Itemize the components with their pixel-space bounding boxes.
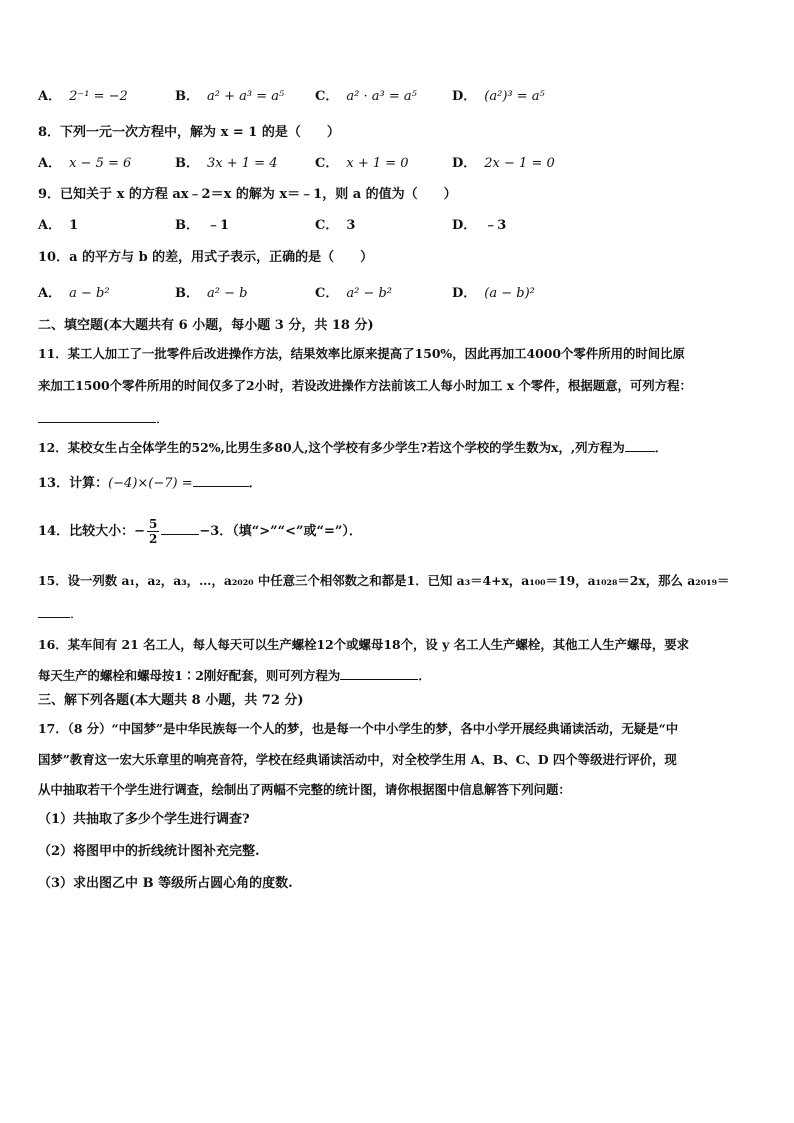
q15-answer-blank[interactable] bbox=[38, 604, 70, 618]
q16-line-1: 16．某车间有 21 名工人，每人每天可以生产螺栓12个或螺母18个，设 y 名工人生产螺栓，其他工人生产螺母，要求 bbox=[38, 637, 690, 652]
q7-option-d[interactable]: D． (a²)³ = a⁵ bbox=[452, 89, 545, 104]
q16-line-2: 每天生产的螺栓和螺母按1∶2刚好配套，则可列方程为 ． bbox=[38, 668, 431, 683]
q8-option-d[interactable]: D． 2x − 1 = 0 bbox=[452, 156, 555, 171]
q9-stem: 9．已知关于 x 的方程 ax﹣2＝x 的解为 x＝﹣1，则 a 的值为（ ） bbox=[38, 187, 457, 202]
q14-fraction: $\frac{5}{2}$ bbox=[148, 517, 158, 546]
q8-option-c[interactable]: C． x + 1 = 0 bbox=[315, 156, 409, 171]
q7-option-c[interactable]: C． a² · a³ = a⁵ bbox=[315, 89, 417, 104]
q8-option-b[interactable]: B． 3x + 1 = 4 bbox=[175, 156, 278, 171]
section-2-title: 二、填空题(本大题共有 6 小题，每小题 3 分，共 18 分) bbox=[38, 318, 374, 333]
q10-option-d[interactable]: D． (a − b)² bbox=[452, 286, 535, 301]
section-3-title: 三、解下列各题(本大题共 8 小题，共 72 分) bbox=[38, 693, 304, 708]
q9-options bbox=[38, 216, 758, 236]
q10-stem: 10．a 的平方与 b 的差，用式子表示，正确的是（ ） bbox=[38, 250, 374, 265]
q11-line-2: 来加工1500个零件所用的时间仅多了2小时，若设改进操作方法前该工人每小时加工 x 个零件，根据题意，可列方程： bbox=[38, 378, 692, 393]
q14-line: 14．比较大小：− $\frac{5}{2}$ −3．（填“>”“<”或“=”）． bbox=[38, 517, 362, 546]
q14-answer-blank[interactable] bbox=[161, 521, 199, 535]
q17-sub-1: （1）共抽取了多少个学生进行调查? bbox=[38, 812, 250, 827]
q15-line-1: 15．设一列数 a₁，a₂，a₃，…，a₂₀₂₀ 中任意三个相邻数之和都是1．已知 a₃＝4+x，a₁₀₀＝19，a₁₀₂₈＝2x，那么 a₂₀₁₉＝ bbox=[38, 573, 730, 588]
q8-stem: 8．下列一元一次方程中，解为 x = 1 的是（ ） bbox=[38, 125, 340, 140]
q11-line-1: 11．某工人加工了一批零件后改进操作方法，结果效率比原来提高了150%，因此再加工4000个零件所用的时间比原 bbox=[38, 346, 685, 361]
q9-option-c[interactable]: C． 3 bbox=[315, 218, 356, 233]
q11-answer-blank[interactable] bbox=[38, 409, 156, 423]
q12-answer-blank[interactable] bbox=[625, 438, 655, 452]
q8-options bbox=[38, 154, 758, 174]
q12-line: 12．某校女生占全体学生的52%,比男生多80人,这个学校有多少学生?若这个学校的学生数为x，,列方程为 ． bbox=[38, 440, 668, 455]
q13-answer-blank[interactable] bbox=[193, 473, 249, 487]
q10-option-c[interactable]: C． a² − b² bbox=[315, 286, 393, 301]
q10-options bbox=[38, 284, 758, 304]
q10-option-a[interactable]: A． a − b² bbox=[38, 286, 110, 301]
q11-line-3: ． bbox=[38, 409, 169, 429]
q17-line-1: 17．（8 分）“中国梦”是中华民族每一个人的梦，也是每一个中小学生的梦，各中小学开展经典诵读活动，无疑是“中 bbox=[38, 721, 679, 736]
q15-line-2: ． bbox=[38, 604, 83, 624]
q7-option-b[interactable]: B． a² + a³ = a⁵ bbox=[175, 89, 285, 104]
q10-option-b[interactable]: B． a² − b bbox=[175, 286, 248, 301]
q7-options bbox=[38, 87, 758, 107]
q17-line-2: 国梦”教育这一宏大乐章里的响亮音符，学校在经典诵读活动中，对全校学生用 A、B、C、D 四个等级进行评价，现 bbox=[38, 752, 677, 767]
q9-option-b[interactable]: B． ﹣1 bbox=[175, 218, 230, 233]
q16-answer-blank[interactable] bbox=[340, 666, 418, 680]
q7-option-a[interactable]: A． 2⁻¹ = −2 bbox=[38, 89, 128, 104]
q9-option-d[interactable]: D． ﹣3 bbox=[452, 218, 507, 233]
q13-line: 13．计算：(−4)×(−7) = ． bbox=[38, 473, 262, 493]
q9-option-a[interactable]: A． 1 bbox=[38, 218, 79, 233]
q17-line-3: 从中抽取若干个学生进行调查，绘制出了两幅不完整的统计图，请你根据图中信息解答下列问题： bbox=[38, 782, 571, 797]
q17-sub-2: （2）将图甲中的折线统计图补充完整. bbox=[38, 844, 260, 859]
q17-sub-3: （3）求出图乙中 B 等级所占圆心角的度数. bbox=[38, 876, 293, 891]
q8-option-a[interactable]: A． x − 5 = 6 bbox=[38, 156, 132, 171]
